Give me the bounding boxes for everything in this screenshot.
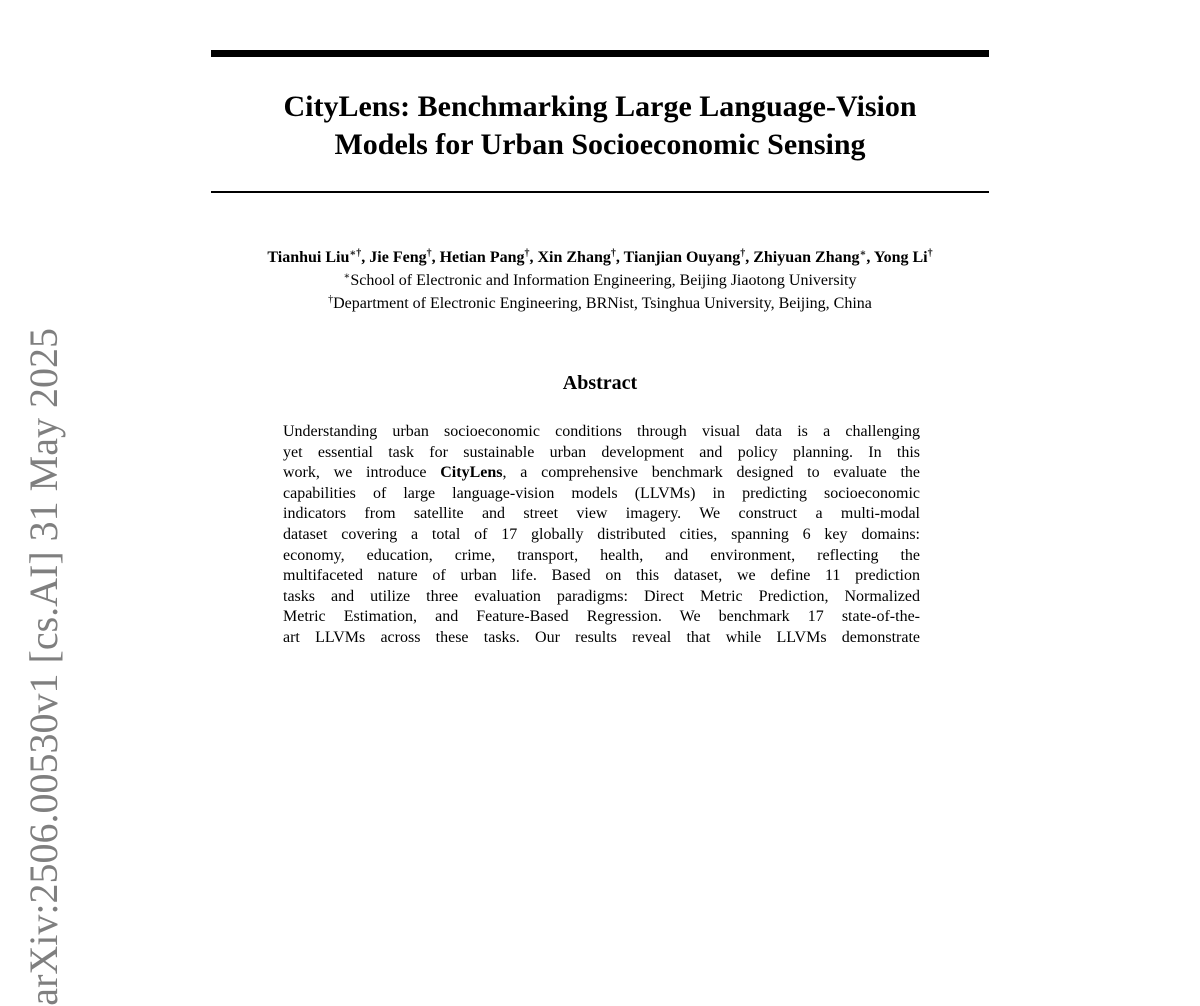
affiliation-mark: † — [328, 294, 334, 305]
author-separator: , — [866, 249, 874, 266]
affiliation-2 — [100, 293, 1100, 315]
abstract-text: economy, education, crime, transport, health, and environment, reflecting the — [283, 546, 920, 564]
abstract-text: multifaceted nature of urban life. Based on this dataset, we define 11 prediction — [283, 567, 920, 585]
author-name: Jie Feng — [369, 249, 427, 266]
author-name: Yong Li — [873, 249, 928, 266]
abstract-line — [283, 628, 920, 649]
abstract-text: , a comprehensive benchmark designed to evaluate the — [502, 464, 920, 482]
author-affiliation-mark: ∗† — [349, 248, 362, 259]
abstract-line — [283, 422, 920, 443]
abstract-line — [283, 484, 920, 505]
arxiv-stamp — [20, 328, 80, 1006]
abstract-line — [283, 463, 920, 484]
abstract-text: dataset covering a total of 17 globally distributed cities, spanning 6 key domains: — [283, 525, 920, 543]
arxiv-stamp-text: arXiv:2506.00530v1 [cs.AI] 31 May 2025 — [21, 328, 66, 1006]
author-separator: , — [745, 249, 754, 266]
abstract-text: capabilities of large language-vision models (LLVMs) in predicting socioeconomic — [283, 484, 920, 502]
author-name: Tianhui Liu — [267, 249, 350, 266]
abstract-heading: Abstract — [562, 372, 638, 394]
affiliation-text: School of Electronic and Information Engineering, Beijing Jiaotong University — [350, 272, 857, 289]
title-top-rule — [211, 50, 989, 57]
abstract-line — [283, 504, 920, 525]
author-list — [100, 248, 1100, 268]
affiliation-mark: ∗ — [343, 271, 351, 282]
author-separator: , — [529, 249, 538, 266]
title-bottom-rule — [211, 191, 989, 193]
abstract-line — [283, 607, 920, 628]
abstract-body — [283, 422, 920, 649]
author-name: Xin Zhang — [537, 249, 611, 266]
author-affiliation-mark: † — [610, 248, 616, 259]
abstract-line — [283, 546, 920, 567]
author-separator: , — [361, 249, 370, 266]
paper-title — [150, 88, 1050, 164]
affiliation-text: Department of Electronic Engineering, BRNist, Tsinghua University, Beijing, China — [333, 295, 872, 312]
author-name: Hetian Pang — [439, 249, 525, 266]
author-name: Tianjian Ouyang — [623, 249, 741, 266]
abstract-text: Understanding urban socioeconomic conditions through visual data is a challenging — [283, 423, 920, 440]
abstract-line — [283, 443, 920, 464]
abstract-text: tasks and utilize three evaluation paradigms: Direct Metric Prediction, Normalized — [283, 587, 920, 605]
affiliation-1 — [100, 270, 1100, 292]
author-affiliation-mark: † — [927, 248, 933, 259]
title-line-2: Models for Urban Socioeconomic Sensing — [334, 128, 866, 161]
author-name: Zhiyuan Zhang — [753, 249, 860, 266]
author-affiliation-mark: † — [426, 248, 432, 259]
abstract-line — [283, 566, 920, 587]
author-affiliation-mark: † — [740, 248, 746, 259]
abstract-text: indicators from satellite and street view imagery. We construct a multi-modal — [283, 505, 920, 523]
abstract-line — [283, 525, 920, 546]
author-affiliation-mark: ∗ — [859, 248, 867, 259]
abstract-bold-term: CityLens — [440, 464, 503, 482]
author-affiliation-mark: † — [524, 248, 530, 259]
abstract-text: yet essential task for sustainable urban development and policy planning. In this — [283, 443, 920, 461]
title-line-1: CityLens: Benchmarking Large Language-Vision — [283, 90, 917, 123]
abstract-text: art LLVMs across these tasks. Our results reveal that while LLVMs demonstrate — [283, 628, 920, 646]
author-separator: , — [615, 249, 624, 266]
author-separator: , — [431, 249, 440, 266]
abstract-line — [283, 587, 920, 608]
abstract-text: Metric Estimation, and Feature-Based Regression. We benchmark 17 state-of-the- — [283, 608, 920, 626]
abstract-text: work, we introduce — [283, 464, 441, 482]
